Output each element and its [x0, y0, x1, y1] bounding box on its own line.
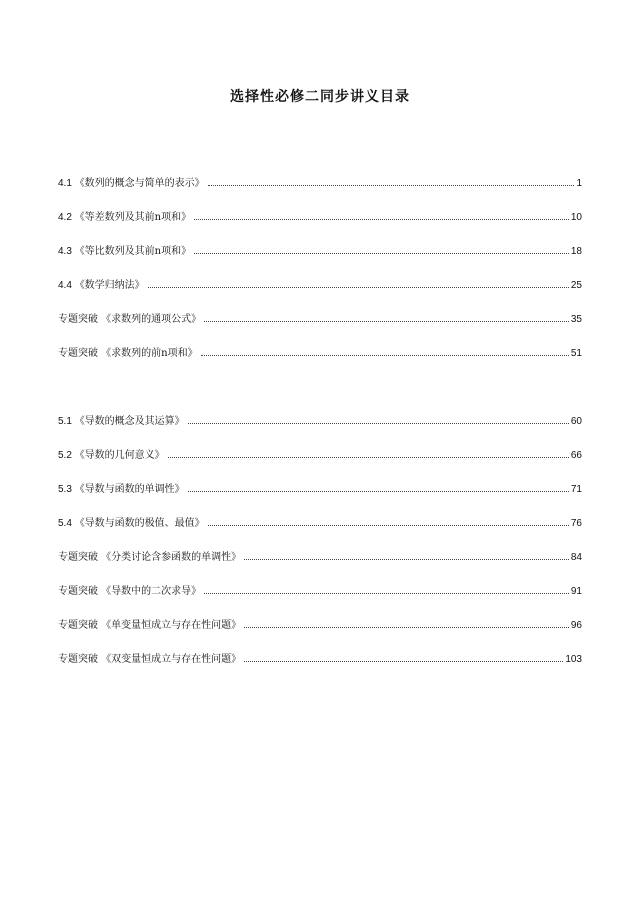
toc-entry-page: 1: [576, 178, 582, 189]
toc-entry-page: 66: [570, 450, 582, 461]
page-title: 选择性必修二同步讲义目录: [230, 89, 410, 105]
dot-leader: [204, 320, 569, 322]
dot-leader: [188, 490, 569, 492]
dot-leader: [208, 524, 569, 526]
toc-entry[interactable]: [58, 484, 582, 518]
toc-entry-title: 《数学归纳法》: [74, 280, 145, 291]
toc-entry-title: 专题突破 《分类讨论含参函数的单调性》: [58, 552, 242, 563]
toc-entry[interactable]: [58, 178, 582, 212]
dot-leader: [168, 456, 569, 458]
dot-leader: [201, 354, 569, 356]
dot-leader: [208, 184, 575, 186]
toc-entry-number: 5.1: [58, 416, 75, 427]
toc-entry[interactable]: [58, 348, 582, 382]
toc-entry-number: 5.3: [58, 484, 75, 495]
dot-leader: [244, 558, 569, 560]
dot-leader: [194, 218, 569, 220]
toc-entry-number: 4.2: [58, 212, 75, 223]
toc-entry-number: 5.4: [58, 518, 75, 529]
toc-entry-number: 4.4: [58, 280, 75, 291]
toc-entry-title: 《数列的概念与简单的表示》: [74, 178, 205, 189]
toc-entry-number: 4.3: [58, 246, 75, 257]
toc-entry-page: 25: [570, 280, 582, 291]
toc-entry-title: 专题突破 《求数列的前n项和》: [58, 348, 198, 359]
toc-entry-number: 4.1: [58, 178, 75, 189]
toc-entry-number: 5.2: [58, 450, 75, 461]
toc-section-derivatives: [58, 416, 582, 688]
toc-entry-page: 76: [570, 518, 582, 529]
toc-entry-title: 专题突破 《单变量恒成立与存在性问题》: [58, 620, 242, 631]
toc-section-sequences: [58, 178, 582, 382]
dot-leader: [244, 626, 569, 628]
dot-leader: [188, 422, 569, 424]
toc-entry[interactable]: [58, 620, 582, 654]
toc-entry-page: 51: [570, 348, 582, 359]
toc-entry-title: 《导数与函数的单调性》: [74, 484, 185, 495]
toc-entry-page: 71: [570, 484, 582, 495]
toc-entry-page: 84: [570, 552, 582, 563]
toc-entry-page: 35: [570, 314, 582, 325]
toc-entry-title: 《导数的概念及其运算》: [74, 416, 185, 427]
toc-entry-page: 91: [570, 586, 582, 597]
toc-entry-page: 18: [570, 246, 582, 257]
toc-entry-title: 专题突破 《求数列的通项公式》: [58, 314, 202, 325]
toc-entry-page: 96: [570, 620, 582, 631]
toc-entry[interactable]: [58, 314, 582, 348]
dot-leader: [148, 286, 569, 288]
toc-entry-page: 10: [570, 212, 582, 223]
toc-entry-title: 《导数与函数的极值、最值》: [74, 518, 205, 529]
toc-entry[interactable]: [58, 450, 582, 484]
toc-entry-title: 专题突破 《导数中的二次求导》: [58, 586, 202, 597]
toc-entry[interactable]: [58, 280, 582, 314]
toc-entry-page: 60: [570, 416, 582, 427]
dot-leader: [204, 592, 569, 594]
dot-leader: [194, 252, 569, 254]
toc-entry[interactable]: [58, 212, 582, 246]
toc-entry[interactable]: [58, 586, 582, 620]
toc-entry-title: 专题突破 《双变量恒成立与存在性问题》: [58, 654, 242, 665]
toc-entry-title: 《导数的几何意义》: [74, 450, 165, 461]
dot-leader: [244, 660, 563, 662]
toc-entry-title: 《等比数列及其前n项和》: [74, 246, 192, 257]
toc-entry[interactable]: [58, 552, 582, 586]
toc-entry-title: 《等差数列及其前n项和》: [74, 212, 192, 223]
toc-entry[interactable]: [58, 518, 582, 552]
toc-entry[interactable]: [58, 654, 582, 688]
toc-entry[interactable]: [58, 246, 582, 280]
toc-entry[interactable]: [58, 416, 582, 450]
toc-entry-page: 103: [565, 654, 582, 665]
